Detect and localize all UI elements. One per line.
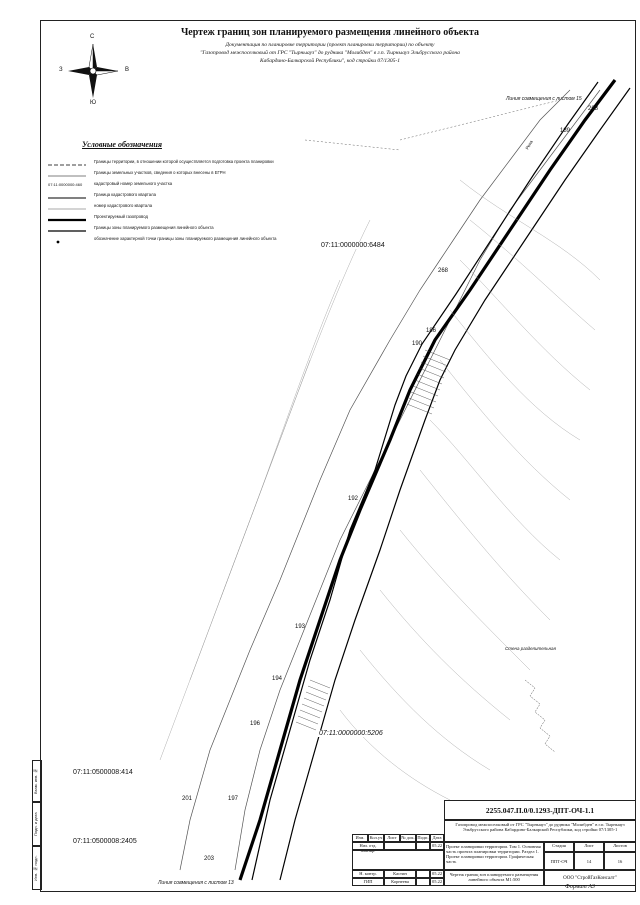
legend-item: обозначение характерной точки границы зоны планируемого размещения линейного объекта — [48, 237, 328, 246]
point-label: 192 — [348, 496, 359, 502]
legend-item: Граница кадастрового квартала — [94, 192, 156, 197]
legend-item: Границы территории, в отношении которой осуществляется подготовка проекта планировки — [94, 159, 274, 164]
point-label: 186 — [426, 328, 437, 334]
compass-south-label: Ю — [90, 100, 97, 106]
point-label: 194 — [272, 676, 283, 682]
sheet-number: 14 — [574, 852, 604, 870]
legend-title: Условные обозначения — [82, 140, 162, 149]
document-number: 2255.047.П.0/0.1293-ДПТ-ОЧ-1.1 — [444, 800, 636, 820]
company-name: ООО "СтройГазКонсалт" — [544, 870, 636, 886]
point-label: 190 — [412, 341, 423, 347]
parcel-number-label: 07:11:0000000:5206 — [319, 730, 383, 737]
legend — [48, 140, 328, 280]
subtitle-line-1: Документация по планировке территории (проект планировки территории) по объекту — [225, 42, 435, 48]
stitch-line-top-label: Линия совмещения с листом 15 — [506, 96, 582, 102]
river-label: Река — [524, 139, 534, 151]
point-label: 193 — [295, 624, 306, 630]
legend-item: Границы зоны планируемого размещения линейного объекта — [94, 225, 214, 230]
legend-item: Проектируемый газопровод — [94, 214, 148, 219]
object-name: Газопровод межпоселковый от ГРС "Тырныауз" до рудника "Молибден" в г.п. Тырныауз Эльбрусского района Кабардино-Балкарской Республики, код стройки 07/1305-1 — [444, 820, 636, 842]
point-label: 189 — [560, 128, 571, 134]
parcel-number-label: 07:11:0000000:6484 — [321, 242, 385, 249]
stage-value: ППТ-ОЧ — [544, 852, 574, 870]
side-stamp: Взам. инв. № Подп. и дата Инв. № подл. — [32, 760, 42, 890]
compass-east-label: В — [125, 67, 130, 73]
title-block: 2255.047.П.0/0.1293-ДПТ-ОЧ-1.1 Газопровод межпоселковый от ГРС "Тырныауз" до рудника "Молибден" в г.п. Тырныауз Эльбрусского района Кабардино-Балкарской Республики, код стройки 07/1305-1 Изм. Кол.уч Лист № док. Подп. Дата Нач. отд. планир. 05.22 Проект планировки территории. Том 1. Основная часть проекта планировки территории. Раздел 1. Проект планировки территории. Графическая часть Стадия Лист Листов ППТ-ОЧ 14 16 Н. контр. Кастин 05.22 ГИП Корнеева 05.22 Чертеж границ зон планируемого размещения линейного объекта М1:500 ООО "СтройГазКонсалт" — [352, 800, 636, 892]
parcel-number-label: 07:11:0500008:414 — [73, 769, 133, 776]
point-label: 268 — [438, 268, 449, 274]
drawing-name: Чертеж границ зон планируемого размещения линейного объекта М1:500 — [444, 870, 544, 886]
edge-note-label: Стена разделительная — [505, 646, 556, 651]
point-label: 201 — [182, 796, 193, 802]
subtitle-line-3: Кабардино-Балкарской Республики", код стройки 07/1305-1 — [260, 58, 400, 64]
format-label: Формат А3 — [565, 884, 595, 890]
parcel-number-label: 07:11:0500008:2405 — [73, 838, 137, 845]
point-label: 203 — [204, 856, 215, 862]
section-name: Проект планировки территории. Том 1. Основная часть проекта планировки территории. Раздел 1. Проект планировки территории. Графическая часть — [444, 842, 544, 870]
legend-item: Границы земельных участков, сведения о которых внесены в ЕГРН — [94, 170, 226, 175]
page-title: Чертеж границ зон планируемого размещения линейного объекта — [180, 27, 480, 38]
compass-north-label: С — [90, 34, 95, 40]
legend-item: номер кадастрового квартала — [94, 203, 153, 208]
compass-west-label: З — [59, 67, 63, 73]
point-label: 196 — [250, 721, 261, 727]
subtitle-line-2: "Газопровод межпоселковый от ГРС "Тырныауз" до рудника "Молибден" в г.п. Тырныауз Эльбрусского района — [200, 50, 460, 56]
point-label: 268 — [588, 106, 599, 112]
sheet-count: 16 — [604, 852, 636, 870]
legend-item: 07:11:0000000:460 кадастровый номер земельного участка — [48, 181, 173, 187]
stitch-line-bottom-label: Линия совмещения с листом 13 — [158, 880, 234, 886]
point-label: 197 — [228, 796, 239, 802]
